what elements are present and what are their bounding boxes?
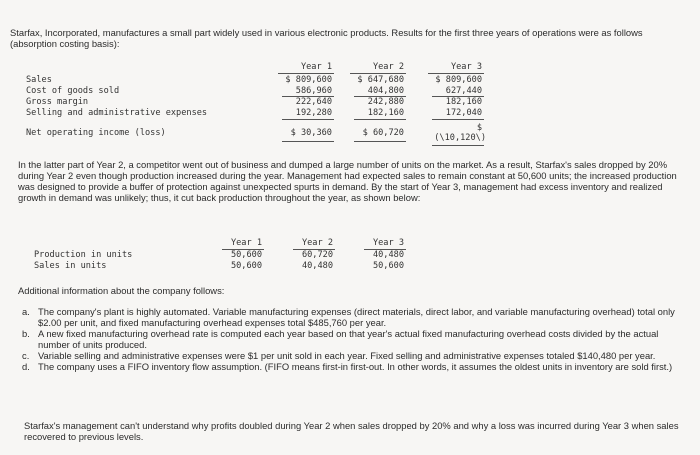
units-row-label: Production in units [34, 250, 133, 260]
income-cell-dollar: $ [476, 123, 482, 133]
units-col-header-year2: Year 2 [301, 238, 333, 248]
additional-info-list [22, 306, 692, 372]
additional-info-heading: Additional information about the company follows: [18, 285, 225, 296]
closing-paragraph: Starfax's management can't understand why profits doubled during Year 2 when sales dropped by 20% and why a loss was incurred during Year 3 when sales recovered to previous levels. [24, 420, 679, 442]
market-paragraph: In the latter part of Year 2, a competitor went out of business and dumped a large number of units on the market. As a result, Starfax's sales dropped by 20% during Year 2 even though production increased during the year. Management had expected sales to remain constant at 50,600 units; the increased production was designed to provide a buffer of protection against unexpected spurts in demand. By the start of Year 3, management had excess inventory and realized growth in demand was unlikely; thus, it cut back production throughout the year, as shown below: [18, 159, 677, 203]
income-cell: $ 809,600 [435, 75, 482, 85]
income-col-header-year3: Year 3 [450, 62, 482, 72]
income-row-label: Cost of goods sold [26, 86, 120, 96]
income-col-header-year2: Year 2 [372, 62, 404, 72]
income-cell: 222,640 [295, 97, 332, 107]
list-item-marker: d. [22, 361, 30, 372]
income-cell: 242,880 [367, 97, 404, 107]
units-cell: 50,600 [230, 250, 262, 260]
units-col-header-year3: Year 3 [372, 238, 404, 248]
income-row-label: Sales [26, 75, 52, 85]
list-item [22, 306, 692, 328]
units-col-header-year1: Year 1 [230, 238, 262, 248]
list-item-marker: c. [22, 350, 30, 361]
income-row-label: Net operating income (loss) [26, 128, 166, 138]
income-cell: 627,440 [445, 86, 482, 96]
units-row-label: Sales in units [34, 261, 107, 271]
units-cell: 60,720 [301, 250, 333, 260]
list-item-text: Variable selling and administrative expenses were $1 per unit sold in each year. Fixed selling and administrative expenses totaled $140,480 per year. [38, 350, 656, 361]
income-row-label: Gross margin [26, 97, 89, 107]
units-cell: 40,480 [301, 261, 333, 271]
list-item [22, 328, 692, 350]
list-item-text: The company's plant is highly automated. Variable manufacturing expenses (direct materials, direct labor, and variable manufacturing overhead) total only $2.00 per unit, and fixed manufacturing overhead expenses total $485,760 per year. [38, 306, 675, 328]
list-item [22, 350, 692, 361]
income-cell: 192,280 [295, 108, 332, 118]
intro-paragraph: Starfax, Incorporated, manufactures a small part widely used in various electronic products. Results for the first three years of operations were as follows (absorption costing basis): [10, 27, 643, 49]
income-cell: 182,160 [445, 97, 482, 107]
income-cell: $ 30,360 [290, 128, 332, 138]
income-cell: 182,160 [367, 108, 404, 118]
units-cell: 50,600 [230, 261, 262, 271]
units-cell: 50,600 [372, 261, 404, 271]
income-cell: $ 60,720 [362, 128, 404, 138]
list-item-marker: b. [22, 328, 30, 339]
income-cell: (\10,120\) [434, 133, 486, 143]
list-item [22, 361, 692, 372]
income-cell: 404,800 [367, 86, 404, 96]
list-item-text: A new fixed manufacturing overhead rate is computed each year based on that year's actual fixed manufacturing overhead costs divided by the actual number of units produced. [38, 328, 659, 350]
income-cell: 586,960 [295, 86, 332, 96]
list-item-text: The company uses a FIFO inventory flow assumption. (FIFO means first-in first-out. In other words, it assumes the oldest units in inventory are sold first.) [38, 361, 673, 372]
list-item-marker: a. [22, 306, 30, 317]
income-cell: $ 647,680 [357, 75, 404, 85]
income-col-header-year1: Year 1 [300, 62, 332, 72]
units-cell: 40,480 [372, 250, 404, 260]
income-row-label: Selling and administrative expenses [26, 108, 208, 118]
income-cell: 172,040 [445, 108, 482, 118]
income-cell: $ 809,600 [285, 75, 332, 85]
